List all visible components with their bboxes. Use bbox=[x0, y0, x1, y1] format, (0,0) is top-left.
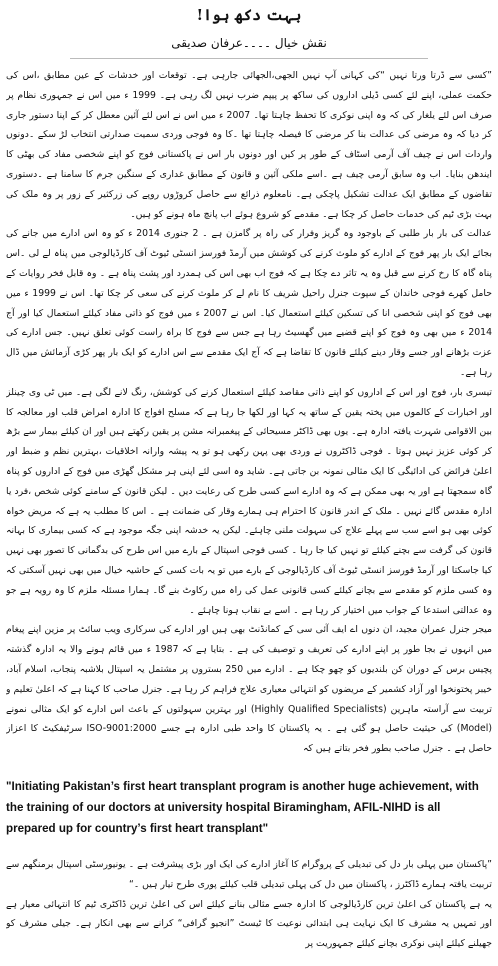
byline-divider bbox=[70, 58, 428, 59]
body-paragraph: عدالت کی بار بار طلبی کے باوجود وہ گریز وفرار کی راہ پر گامزن ہے ۔ 2 جنوری 2014 ء کو وہ اس ادارے میں جانے کی بجائے ایک بار پھر فوج کے ادارے کو ملوث کرنے کی کوشش میں آرمڈ فورسز انسٹی ٹیوٹ آف کارڈیالوجی میں پناہ لے لی ۔اس پناہ گاہ کا رخ کرنے سے قبل وہ یہ تاثر دے چکا ہے کہ فوج اب بھی اس کی ہمدرد اور پشت پناہ ہے ۔ وہ قابل فخر روایات کے حامل کھرے فوجی خاندان کے سپوت جنرل راحیل شریف کا نام لے کر ملوث کرنے کی سعی کر چکا تھا۔ اس نے 1999 ء میں بھی فوج کو اپنی شخصی انا کی تسکین کیلئے استعمال کیا۔ اس نے 2007 ء میں فوج کو ذاتی مفاد کیلئے استعمال کیا اور آج 2014 ء میں بھی وہ فوج کو اپنے قضیے میں گھسیٹ رہا ہے جس سے فوج کا براہ راست کوئی تعلق نہیں۔ جس ادارے کی عزت بڑھانے اور جسے وقار دینے کیلئے قانون کا تقاضا ہے کہ آج ایک مقدمے سے اس ادارے کو ایک بار پھر کڑی آزمائش میں ڈال رہا ہے۔ bbox=[6, 228, 492, 378]
article-title: بہت دکھ ہوا! bbox=[196, 6, 302, 24]
body-paragraph: میجر جنرل عمران مجید، ان دنوں اے ایف آئی سی کے کمانڈنٹ بھی ہیں اور ادارے کی سرکاری ویب سائٹ پر مزین اپنے پیغام میں انہوں نے بجا طور پر اپنے ادارے کی تعریف و توصیف کی ہے ۔ بتایا ہے کہ 1987 ء میں قائم ہونے والا یہ ادارہ گذشتہ پچیس برس کے دوران کن بلندیوں کو چھو چکا ہے ۔ ادارے میں 250 بستروں پر مشتمل یہ اسپتال بلاشبہ پنجاب، اسلام آباد، خیبر پختونخوا اور آزاد کشمیر کے مریضوں کو انتہائی معیاری علاج فراہم کر رہا ہے۔ جنرل صاحب کا کہنا ہے کہ اعلیٰ تعلیم و تربیت سے آراستہ ماہرین (Highly Qualified Specialists) اور بہترین سہولتوں کے باعث اس ادارے کو ایک مثالی نمونے (Model) کی حیثیت حاصل ہو گئی ہے ۔ یہ پاکستان کا واحد طبی ادارہ ہے جسے ISO-9001:2000 سرٹیفکیٹ کا اعزاز حاصل ہے ۔ جنرل صاحب بطور فخر بتاتے ہیں کہ bbox=[6, 624, 492, 755]
article-closing bbox=[6, 855, 492, 963]
body-paragraph: تیسری بار، فوج اور اس کے اداروں کو اپنے ذاتی مقاصد کیلئے استعمال کرنے کی کوشش، رنگ لانے لگی ہے۔ میں ٹی وی چینلز اور اخبارات کے کالموں میں پختہ یقین کے ساتھ یہ کہا اور لکھا جا رہا ہے کہ مسلح افواج کا ادارہ امراض قلب اور معالجہ کا بین الاقوامی شہرت یافتہ ادارہ ہے۔ یوں بھی ڈاکٹر مسیحائی کے پیغمبرانہ مشن پر یقین رکھتے ہیں اور ان کیلئے بیمار سے بڑھ کر کوئی عزیز نہیں ہوتا ۔ فوجی ڈاکٹروں نے وردی بھی پہن رکھی ہو تو یہ پیشہ وارانہ اخلاقیات ،بہترین نظم و ضبط اور اعلیٰ فرائض کی ادائیگی کا ایک مثالی نمونہ بن جاتی ہے۔ شاید وہ اسی لئے اپنی ہر مشکل گھڑی میں فوج کے اداروں کو پناہ گاہ سمجھتا ہے اور یہ بھی ممکن ہے کہ وہ ادارے اسے کسی طرح کی رعایت دیں ۔ لیکن قانون کے سامنے کوئی شخص ،فرد یا ادارہ مقدس گائے نہیں ۔ ملک کے اندر قانون کا احترام ہی ہمارے وقار کی ضمانت ہے ۔ اس کا مطلب یہ ہے کہ مریض خواہ کوئی بھی ہو اسے سب سے پہلے علاج کی سہولت ملنی چاہئے۔ لیکن یہ خدشہ اپنی جگہ موجود ہے کہ کسی بیماری کا بہانہ قانون کی گرفت سے بچنے کیلئے تو نہیں کیا جا رہا ۔ کسی فوجی اسپتال کے بارے میں اس طرح کی بدگمانی کا تصور بھی نہیں کیا جاسکتا اور آرمڈ فورسز انسٹی ٹیوٹ آف کارڈیالوجی کے بارے میں تو یہ بات کسی کے حاشیہ خیال میں بھی نہیں آسکتی کہ وہ کسی ملزم کو مقدمے سے بچانے کیلئے کسی قانونی عمل کی راہ میں رکاوٹ بنے گا۔ ہمارا مسئلہ ملزم کا وہ رویہ ہے جو وہ عدالتی استدعا کے جواب میں اختیار کر رہا ہے ۔ اسے بے نقاب ہونا چاہئے ۔ bbox=[6, 386, 492, 616]
article-byline: نقش خیال ۔۔۔۔عرفان صدیقی bbox=[171, 36, 327, 50]
article-body bbox=[6, 66, 492, 774]
body-paragraph: ”کسی سے ڈرتا ورتا نہیں “کی کہانی آپ نہیں الجھی،الجھائی جارہی ہے۔ توقعات اور خدشات کے عین مطابق ،اس کی حکمت عملی، اپنے لئے کسی ڈیلی اداروں کی ساکھ پر پیپم ضرب نہیں لگ رہی ہے۔ 1999 ء میں اس نے جمہوری نظام پر صرف اس لئے یلغار کی کہ وہ اپنی نوکری کا تحفظ چاہتا تھا۔ 2007 ء میں اس نے اس لئے آئین معطل کر کے اپنا دستور جاری کر دیا کہ وہ مرضی کی عدالت بنا کر مرضی کا فیصلہ چاہتا تھا ۔کا وہ فوجی وردی سمیت صدارتی انتخاب لڑ سکے ۔دونوں واردات اس نے چیف آف آرمی اسٹاف کے طور پر کیں اور دونوں بار اس نے پاکستانی فوج کو اپنے شخصی مفاد کی بھٹی کا ایندھن بنایا۔ اب وہ سابق آرمی چیف ہے ۔اسے ملکی آئین و قانون کے مطابق غداری کے سنگین جرم کا سامنا ہے ۔دستوری تقاضوں کے مطابق ایک عدالت تشکیل پاچکی ہے۔ نامعلوم ذرائع سے حاصل کروڑوں روپے کی زرکثیر کے زور پر وہ ملک کی بہت بڑی ٹیم کی خدمات حاصل کر چکا ہے۔ مقدمے کو شروع ہوئے اب پانچ ماہ ہونے کو ہیں۔ bbox=[6, 70, 492, 220]
closing-paragraph: ”پاکستان میں پہلی بار دل کی تبدیلی کے پروگرام کا آغاز ادارے کی ایک اور بڑی پیشرفت ہے ۔ یونیورسٹی اسپتال برمنگھم سے تربیت یافتہ ہمارے ڈاکٹرز ، پاکستان میں دل کی پہلی تبدیلی قلب کیلئے پوری طرح تیار ہیں ۔“ bbox=[6, 859, 492, 890]
closing-paragraph: یہ ہے پاکستان کی اعلیٰ ترین کارڈیالوجی کا ادارہ جسے مثالی بنانے کیلئے اس کی اعلیٰ ترین ڈاکٹری ٹیم کا انتہائی معیار ہے اور تمہیں یہ مشرف کا ایک نہایت ہی ابتدائی نوعیت کا ٹیسٹ ”انجیو گرافی“ کرانے سے بھی انکار ہے۔ جیلی مشرف کو جھیلنے کیلئے اپنی نوکری بچانے کیلئے جمہوریت پر bbox=[6, 898, 492, 950]
english-pull-quote: "Initiating Pakistan’s first heart transplant program is another huge achievement, with the training of our doctors at university hospital Biramingham, AFIL-NIHD is all prepared up for country’s first heart transplant" bbox=[6, 780, 479, 835]
